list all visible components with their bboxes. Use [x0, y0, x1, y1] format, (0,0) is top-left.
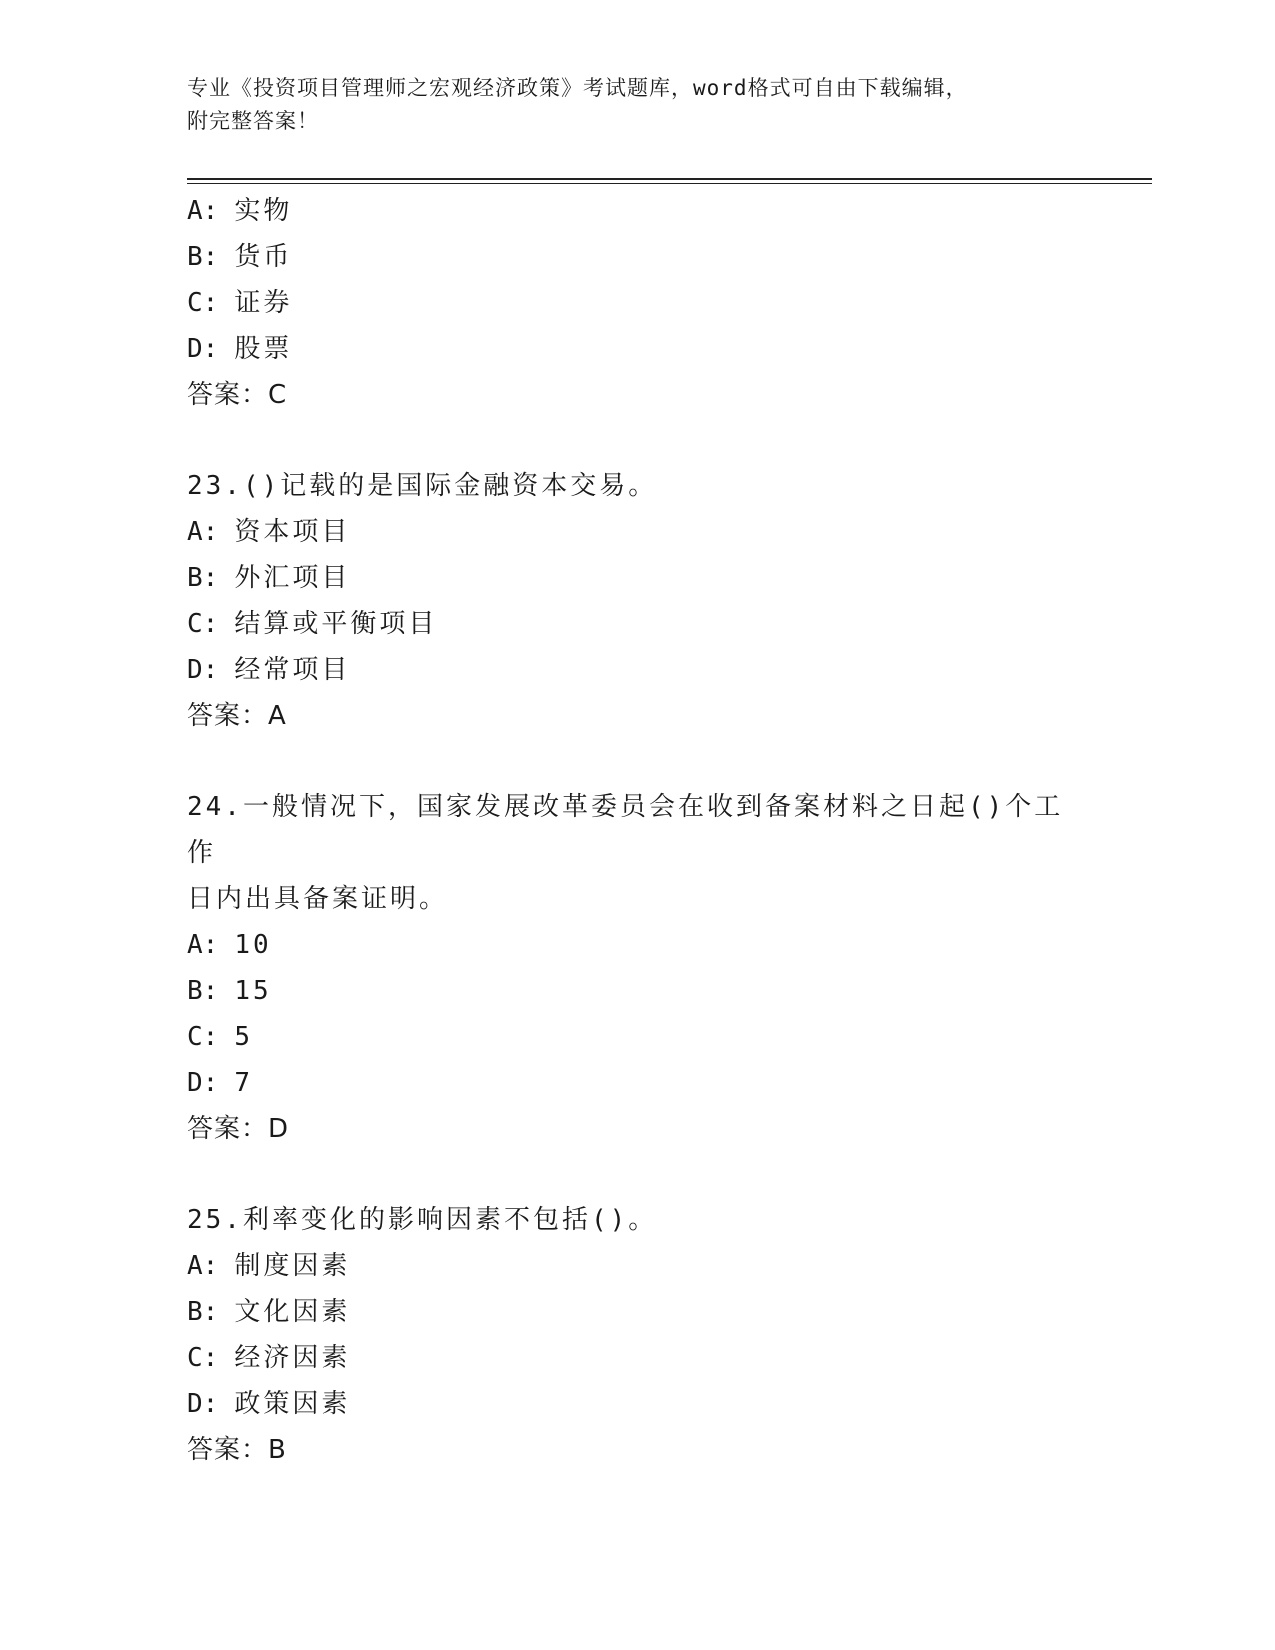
question-22-continued — [187, 188, 1087, 418]
answer-line: 答案：A — [187, 701, 287, 731]
answer-line: 答案：B — [187, 1435, 287, 1465]
option-b: B: 外汇项目 — [187, 563, 351, 593]
option-a: A: 制度因素 — [187, 1251, 351, 1281]
option-a: A: 资本项目 — [187, 517, 351, 547]
answer-line: 答案：C — [187, 380, 288, 410]
option-d: D: 股票 — [187, 334, 293, 364]
option-a: A: 10 — [187, 930, 272, 960]
option-d: D: 7 — [187, 1068, 253, 1098]
option-d: D: 经常项目 — [187, 655, 351, 685]
question-stem: 24.一般情况下，国家发展改革委员会在收到备案材料之日起()个工作 — [187, 792, 1064, 868]
option-d: D: 政策因素 — [187, 1389, 351, 1419]
header-note-line-2: 附完整答案！ — [187, 109, 319, 133]
document-header-note — [187, 72, 1067, 138]
header-divider-top — [187, 178, 1152, 180]
option-c: C: 结算或平衡项目 — [187, 609, 438, 639]
option-a: A: 实物 — [187, 196, 293, 226]
option-c: C: 证券 — [187, 288, 293, 318]
question-content — [187, 188, 1087, 1473]
option-b: B: 货币 — [187, 242, 293, 272]
question-stem: 25.利率变化的影响因素不包括()。 — [187, 1205, 658, 1235]
header-note-line-1: 专业《投资项目管理师之宏观经济政策》考试题库，word格式可自由下载编辑， — [187, 76, 968, 100]
question-24 — [187, 784, 1087, 1152]
option-c: C: 5 — [187, 1022, 253, 1052]
question-23 — [187, 463, 1087, 739]
answer-line: 答案：D — [187, 1114, 290, 1144]
header-divider-bottom — [187, 183, 1152, 184]
question-stem: 23.()记载的是国际金融资本交易。 — [187, 471, 658, 501]
question-25 — [187, 1197, 1087, 1473]
option-b: B: 15 — [187, 976, 272, 1006]
option-c: C: 经济因素 — [187, 1343, 351, 1373]
option-b: B: 文化因素 — [187, 1297, 351, 1327]
question-stem-continued: 日内出具备案证明。 — [187, 884, 449, 914]
